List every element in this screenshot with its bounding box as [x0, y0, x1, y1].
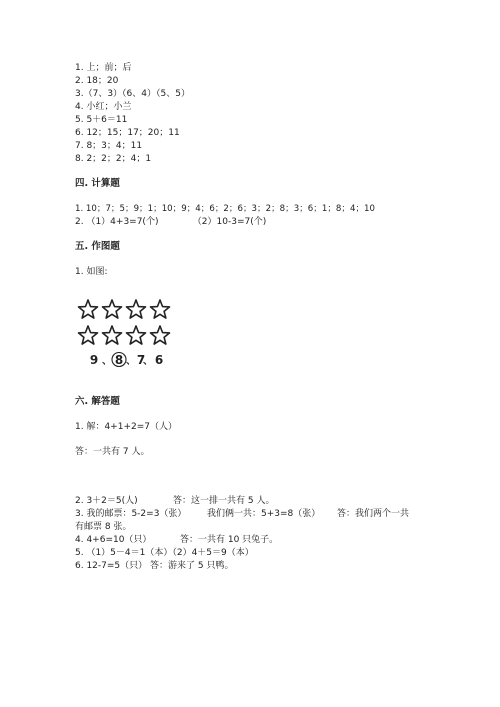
separator-label: 、: [126, 356, 136, 367]
separator-label: 、: [102, 356, 112, 367]
q2-equation: 2. 3＋2＝5(人): [75, 496, 138, 506]
answer-line-6: 6. 12；15；17；20；11: [75, 128, 180, 138]
q3-answer-part2: 有邮票 8 张。: [75, 522, 132, 532]
star-icon: [150, 326, 169, 344]
answer-line-2: 2. 18；20: [75, 76, 119, 86]
number-label: 8: [114, 353, 124, 367]
star-icon: [78, 300, 97, 318]
answer-line-1: 1. 上；前；后: [75, 63, 132, 73]
calc-answer-line-1: 1. 10；7；5；9；1；10；9；4；6；2；6；3；2；8；3；6；1；8；4；10: [75, 204, 375, 214]
q3-answer-part1: 答：我们两个一共: [337, 509, 410, 519]
section-heading-calculation: 四. 计算题: [75, 178, 120, 189]
star-icon: [126, 300, 145, 318]
star-icon: [150, 300, 169, 318]
answer-line-4: 4. 小红；小兰: [75, 102, 132, 112]
stars-group: [78, 300, 169, 344]
calc-answer-line-2: 2. （1）4+3=7(个) （2）10-3=7(个): [75, 217, 267, 227]
q1-answer: 答：一共有 7 人。: [75, 447, 150, 457]
q5-line: 5. （1）5－4＝1（本）（2）4＋5＝9（本）: [75, 548, 254, 558]
number-label: 6: [154, 353, 164, 367]
q1-solution: 1. 解：4+1+2=7（人）: [75, 422, 177, 432]
number-label: 9: [89, 353, 99, 367]
number-label: 7: [136, 353, 146, 367]
star-figure: [75, 296, 185, 372]
answer-line-8: 8. 2；2；2；4；1: [75, 154, 152, 164]
q2-answer: 答：这一排一共有 5 人。: [173, 496, 275, 506]
section-heading-word-problems: 六. 解答题: [75, 396, 120, 407]
star-icon: [102, 326, 121, 344]
answer-line-5: 5. 5＋6＝11: [75, 115, 128, 125]
q4-answer: 答：一共有 10 只兔子。: [180, 535, 279, 545]
answer-line-7: 7. 8；3；4；11: [75, 141, 143, 151]
q6-equation: 6. 12-7=5（只）: [75, 561, 148, 571]
answer-line-3: 3.（7、3）（6、4）（5、5）: [75, 89, 190, 99]
number-labels-group: [90, 353, 163, 368]
section-heading-drawing: 五. 作图题: [75, 241, 120, 252]
q3-equation-1: 3. 我的邮票：5-2=3（张）: [75, 509, 187, 519]
q3-equation-2: 我们俩一共：5+3=8（张）: [207, 509, 321, 519]
star-icon: [78, 326, 97, 344]
star-figure-svg: [75, 296, 185, 372]
star-icon: [126, 326, 145, 344]
drawing-intro: 1. 如图:: [75, 267, 108, 277]
star-icon: [102, 300, 121, 318]
q4-equation: 4. 4+6=10（只）: [75, 535, 152, 545]
separator-label: 、: [143, 356, 153, 367]
q6-answer: 答：游来了 5 只鸭。: [150, 561, 234, 571]
